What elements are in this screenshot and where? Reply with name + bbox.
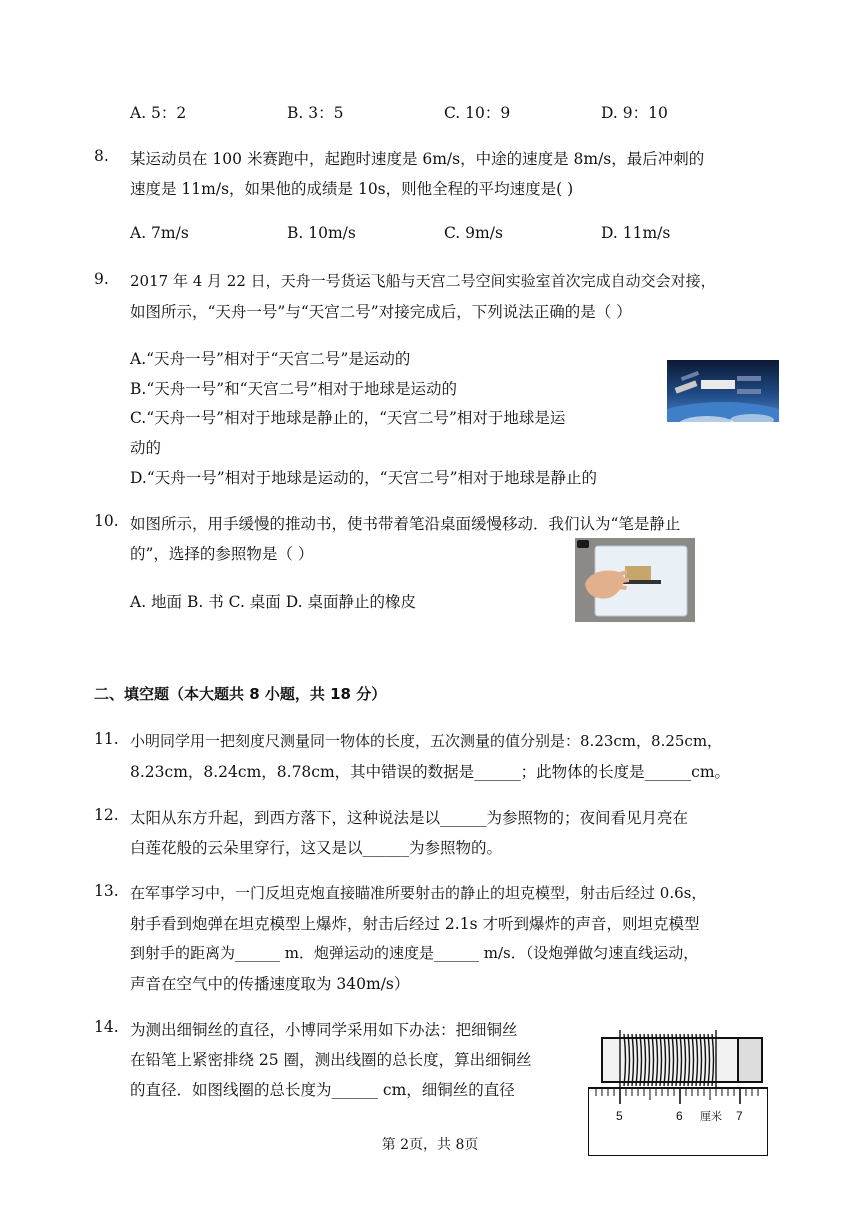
q8-number: 8. [94,147,109,165]
q7-option-d: D. 9：10 [601,104,668,122]
q9-line1: 2017 年 4 月 22 日，天舟一号货运飞船与天宫二号空间实验室首次完成自动交会对接， [130,272,716,290]
q9-line2: 如图所示，“天舟一号”与“天宫二号”对接完成后，下列说法正确的是（ ） [130,303,632,321]
q8-line1: 某运动员在 100 米赛跑中，起跑时速度是 6m/s，中途的速度是 8m/s，最后冲刺的 [130,150,705,168]
q9-option-a: A.“天舟一号”相对于“天宫二号”是运动的 [130,350,411,368]
q11-number: 11. [94,730,119,748]
q14-number: 14. [94,1018,119,1036]
q11-line2: 8.23cm，8.24cm，8.78cm，其中错误的数据是______；此物体的长度是______cm。 [130,763,731,781]
q8-option-b: B. 10m/s [287,224,356,242]
ruler-tick-7: 7 [736,1109,743,1123]
q9-option-c-line2: 动的 [130,439,162,457]
q9-option-c-line1: C.“天舟一号”相对于地球是静止的，“天宫二号”相对于地球是运 [130,409,566,427]
q7-option-c: C. 10：9 [444,104,511,122]
q13-number: 13. [94,882,119,900]
q10-line1: 如图所示，用手缓慢的推动书，使书带着笔沿桌面缓慢移动．我们认为“笔是静止 [130,515,681,533]
q8-line2: 速度是 11m/s，如果他的成绩是 10s，则他全程的平均速度是( ) [130,180,574,198]
q14-line2: 在铅笔上紧密排绕 25 圈，测出线圈的总长度，算出细铜丝 [130,1051,532,1069]
q9-option-b: B.“天舟一号”和“天宫二号”相对于地球是运动的 [130,380,458,398]
ruler-tick-5: 5 [616,1109,623,1123]
q14-line1: 为测出细铜丝的直径，小博同学采用如下办法：把细铜丝 [130,1021,518,1039]
q10-number: 10. [94,512,119,530]
q8-option-a: A. 7m/s [130,224,189,242]
q10-options: A. 地面 B. 书 C. 桌面 D. 桌面静止的橡皮 [130,593,416,611]
hand-book-image [575,538,695,622]
q10-line2: 的”，选择的参照物是（ ） [130,545,314,563]
q7-option-a: A. 5：2 [130,104,187,122]
q8-option-c: C. 9m/s [444,224,503,242]
section-title: 二、填空题（本大题共 8 小题，共 18 分） [94,685,387,703]
q12-line2: 白莲花般的云朵里穿行，这又是以______为参照物的。 [130,839,503,857]
q11-line1: 小明同学用一把刻度尺测量同一物体的长度，五次测量的值分别是：8.23cm，8.25cm， [130,732,723,750]
q9-option-d: D.“天舟一号”相对于地球是运动的，“天宫二号”相对于地球是静止的 [130,469,598,487]
q13-line1: 在军事学习中，一门反坦克炮直接瞄准所要射击的静止的坦克模型，射击后经过 0.6s， [130,884,707,902]
q13-line3: 到射手的距离为______ m．炮弹运动的速度是______ m/s．（设炮弹做匀速直线运动， [130,944,699,962]
page-footer: 第 2页，共 8页 [381,1137,479,1153]
space-station-image [667,360,779,422]
q7-option-b: B. 3：5 [287,104,344,122]
q14-line3: 的直径．如图线圈的总长度为______ cm，细铜丝的直径 [130,1081,515,1099]
q8-option-d: D. 11m/s [601,224,671,242]
q13-line2: 射手看到炮弹在坦克模型上爆炸，射击后经过 2.1s 才听到爆炸的声音，则坦克模型 [130,915,700,933]
q12-number: 12. [94,806,119,824]
q13-line4: 声音在空气中的传播速度取为 340m/s） [130,975,410,993]
ruler-unit: 厘米 [700,1110,722,1123]
q9-number: 9. [94,270,109,288]
ruler-tick-6: 6 [676,1109,683,1123]
q12-line1: 太阳从东方升起，到西方落下，这种说法是以______为参照物的；夜间看见月亮在 [130,809,689,827]
